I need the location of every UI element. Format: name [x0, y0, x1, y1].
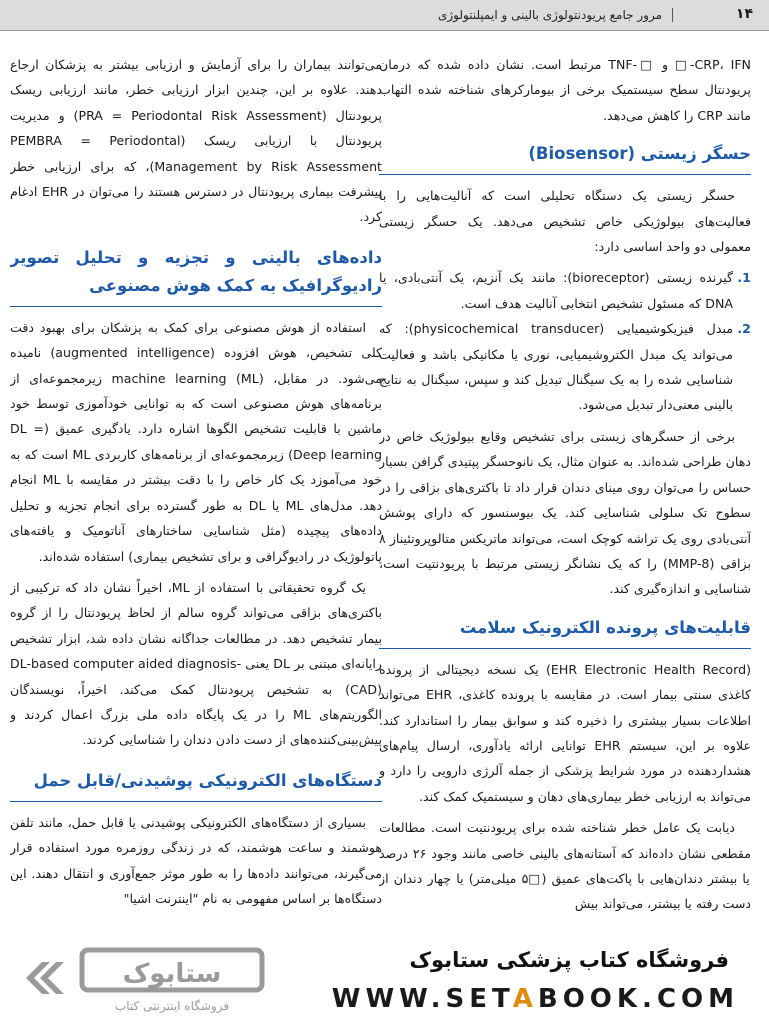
ehr-paragraph-2: دیابت یک عامل خطر شناخته شده برای پریودنتیت است. مطالعات مقطعی نشان داده‌اند که آستانه‌های بالینی خاصی مانند وجود ۲۶ درصد یا بیشتر دندان‌هایی با پاکت‌های عمیق (□۵ میلی‌متر) یا چهار دندان از دست رفته یا بیشتر، می‌تواند بیش	[379, 820, 751, 912]
ai-paragraph-1: استفاده از هوش مصنوعی برای کمک به پزشکان برای بهبود دقت کلی تشخیص، هوش افزوده (augmented intelligence) نامیده می‌شود. در مقابل، machine learning (ML) زیرمجموعه‌ای از برنامه‌های هوش مصنوعی است که به توانایی خودآموزی توسط خود ماشین با قابلیت تشخیص الگوها اشاره دارد. یادگیری عمیق (DL = Deep learning) زیرمجموعه‌ای از برنامه‌های کاربردی ML است که به خود می‌آموزد یک کار خاص را با دقت بیشتر در مقایسه با ML انجام دهد. مدل‌های ML یا DL به طور گسترده برای انجام تجزیه و تحلیل داده‌های پیچیده (مثل شناسایی ساختارهای آناتومیک و یافته‌های پاتولوژیک در رادیوگرافی و برای تشخیص بیماری) استفاده شده‌اند.	[10, 319, 382, 564]
ai-heading: داده‌های بالینی و تجزیه و تحلیل تصویر رادیوگرافیک به کمک هوش مصنوعی	[10, 244, 382, 307]
biosensor-heading: حسگر زیستی (Biosensor)	[379, 140, 751, 175]
list-item: 2. مبدل فیزیکوشیمیایی (physicochemical transducer): که می‌تواند یک مبدل الکتروشیمیایی، نوری یا مکانیکی باشد و فعالیت شناسایی شده را به یک سیگنال تبدیل کند و سپس، سیگنال به نتایج بالینی معنی‌دار تبدیل می‌شود.	[379, 316, 733, 418]
page-number: ۱۴	[735, 6, 753, 22]
biosensor-units-list	[379, 265, 751, 417]
ehr-paragraph-1: (EHR Electronic Health Record) یک نسخه دیجیتالی از پرونده کاغذی سنتی بیمار است. در مقایسه با پرونده کاغذی، EHR می‌تواند اطلاعات بسیار بیشتری را ذخیره کند و سوابق بیمار را استاندارد کند. علاوه بر این، سیستم EHR توانایی ارائه یادآوری، ارسال پیام‌های هشداردهنده در مورد شرایط پزشکی از جمله آلرژی دارویی را دارد و می‌تواند به ارزیابی خطر بیماری‌های دهان و سیستمیک کمک کند.	[379, 661, 751, 804]
left-intro-paragraph: می‌توانند بیماران را برای آزمایش و ارزیابی بیشتر به پزشکان ارجاع دهند. علاوه بر این، چندین ابزار ارزیابی خطر، مانند ارزیابی ریسک پریودنتال (PRA = Periodontal Risk Assessment) و مدیریت پریودنتال با ارزیابی ریسک (PEMBRA = Periodontal Management by Risk Assessment)، که برای ارزیابی خطر پیشرفت بیماری پریودنتال در دسترس هستند را می‌توان در EHR ادغام کرد.	[10, 57, 382, 225]
biosensor-paragraph-2: برخی از حسگرهای زیستی برای تشخیص وقایع بیولوژیک خاص در دهان طراحی شده‌اند. به عنوان مثال، یک نانوحسگر پپتیدی گرافن بسیار حساس را می‌توان روی مینای دندان قرار داد تا باکتری‌های بزاقی را در سطوح تک سلولی شناسایی کند. یک بیوسنسور که دارای پوشش آنتی‌بادی روی یک تراشه کوچک است، می‌تواند ماتریکس متالوپروتئیناز ۸ بزاقی (MMP-8) را که یک نشانگر زیستی مرتبط با پریودنتیت است، شناسایی و اندازه‌گیری کند.	[379, 428, 751, 597]
ai-paragraph-2: یک گروه تحقیقاتی با استفاده از ML، اخیراً نشان داد که ترکیبی از باکتری‌های بزاقی می‌تواند گروه سالم از لحاظ پریودنتال را از گروه بیمار تشخیص دهد. در مطالعات جداگانه نشان داده شد، ابزار تشخیص رایانه‌ای مبتنی بر DL یعنی -DL-based computer aided diagnosis (CAD) به تشخیص پریودنتال کمک می‌کند. اخیراً، نویسندگان الگوریتم‌های ML را در یک پایگاه داده ملی بزرگ اعمال کردند و پیش‌بینی‌کننده‌های از دست دادن دندان را شناسایی کردند.	[10, 579, 382, 748]
svg-text:فروشگاه اینترنتی کتاب: فروشگاه اینترنتی کتاب	[114, 999, 230, 1013]
store-url[interactable]	[332, 984, 739, 1014]
footer-banner	[0, 934, 769, 1024]
url-highlight: A	[512, 984, 538, 1014]
url-prefix: WWW.SET	[331, 984, 513, 1014]
left-column	[10, 52, 382, 942]
right-column	[379, 52, 751, 942]
list-item: 1. گیرنده زیستی (bioreceptor): مانند یک آنزیم، یک آنتی‌بادی، یا DNA که مسئول تشخیص انتخابی آنالیت هدف است.	[379, 265, 733, 316]
wearables-heading: دستگاه‌های الکترونیکی پوشیدنی/قابل حمل	[10, 767, 382, 802]
intro-paragraph: CRP، IFN-□ و □-TNF مرتبط است. نشان داده شده که درمان پریودنتال سطح سیستمیک برخی از بیومارکرهای شناخته شده التهاب مانند CRP را کاهش می‌دهد.	[379, 57, 751, 123]
setabook-logo	[20, 940, 280, 1016]
biosensor-paragraph-1: حسگر زیستی یک دستگاه تحلیلی است که آنالیت‌هایی را با فعالیت‌های بیولوژیکی خاص تشخیص می‌دهد. یک حسگر زیستی معمولی دو واحد اساسی دارد:	[379, 188, 751, 255]
ehr-heading: قابلیت‌های پرونده الکترونیک سلامت	[379, 614, 751, 649]
svg-text:ستابوک: ستابوک	[122, 959, 222, 989]
running-title: مرور جامع پریودنتولوژی بالینی و ایمپلنتولوژی	[438, 8, 673, 22]
url-suffix: BOOK.COM	[537, 984, 739, 1014]
wearables-paragraph-1: بسیاری از دستگاه‌های الکترونیکی پوشیدنی یا قابل حمل، مانند تلفن هوشمند و ساعت هوشمند، که در زندگی روزمره مورد استفاده قرار می‌گیرند، می‌توانند داده‌ها را به طور موثر جمع‌آوری و انتقال دهند. این دستگاه‌ها بر اساس مفهومی به نام "اینترنت اشیا"	[10, 814, 382, 906]
store-name: فروشگاه کتاب پزشکی ستابوک	[409, 948, 729, 972]
page-header	[0, 0, 769, 31]
